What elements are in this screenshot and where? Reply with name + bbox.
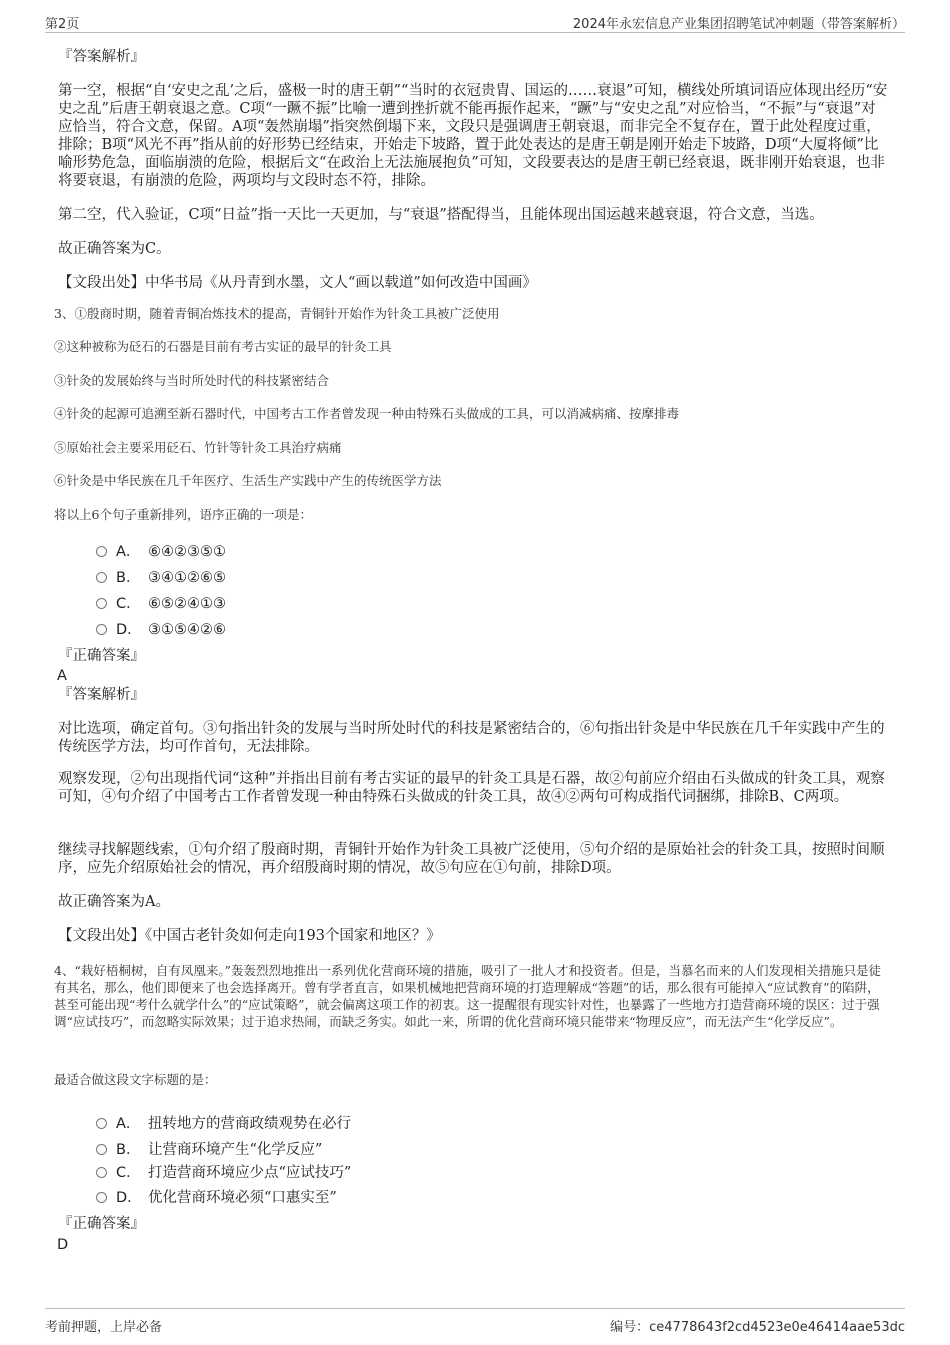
q3-answer: A (57, 668, 67, 684)
q3-option-b[interactable]: B． ③④①②⑥⑤ (96, 566, 226, 587)
page-number: 第2页 (45, 17, 80, 32)
q3-option-c[interactable]: C． ⑥⑤②④①③ (96, 592, 226, 613)
document-title: 2024年永宏信息产业集团招聘笔试冲刺题（带答案解析） (572, 17, 905, 32)
q2-source: 【文段出处】中华书局《从丹青到水墨，文人“画以载道”如何改造中国画》 (58, 275, 537, 291)
q2-conclusion: 故正确答案为C。 (58, 241, 171, 257)
q3-sentence-2: ②这种被称为砭石的石器是目前有考古实证的最早的针灸工具 (54, 339, 392, 354)
radio-icon[interactable] (96, 598, 107, 609)
page-header (45, 10, 905, 33)
radio-icon[interactable] (96, 1192, 107, 1203)
q3-analysis-heading: 『答案解析』 (58, 687, 145, 703)
radio-icon[interactable] (96, 1144, 107, 1155)
q3-analysis-paragraph-1: 对比选项，确定首句。③句指出针灸的发展与当时所处时代的科技是紧密结合的，⑥句指出针灸是中华民族在几千年实践中产生的传统医学方法，均可作首句，无法排除。 (58, 721, 885, 755)
q4-option-c[interactable]: C． 打造营商环境应少点“应试技巧” (96, 1161, 351, 1182)
page-footer (45, 1308, 905, 1335)
q4-option-b[interactable]: B． 让营商环境产生“化学反应” (96, 1138, 322, 1159)
q4-option-a[interactable]: A． 扭转地方的营商政绩观势在必行 (96, 1112, 351, 1133)
q2-analysis-paragraph-2: 第二空，代入验证，C项“日益”指一天比一天更加，与“衰退”搭配得当，且能体现出国运越来越衰退，符合文意，当选。 (58, 207, 824, 223)
q2-analysis-paragraph-1: 第一空，根据“自‘安史之乱’之后，盛极一时的唐王朝”“当时的衣冠贵胄、国运的……衰退”可知，横线处所填词语应体现出经历“安史之乱”后唐王朝衰退之意。C项“一蹶不振”比喻一遭到挫折就不能再振作起来，“蹶”与“安史之乱”对应恰当，“不振”与“衰退”对应恰当，符合文意，保留。A项“轰然崩塌”指突然倒塌下来，文段只是强调唐王朝衰退，而非完全不复存在，置于此处程度过重，排除；B项“风光不再”指从前的好形势已经结束，开始走下坡路，置于此处表达的是唐王朝是刚开始走下坡路，D项“大厦将倾”比喻形势危急，面临崩溃的危险，根据后文“在政治上无法施展抱负”可知，文段要表达的是唐王朝已经衰退，既非刚开始衰退，也非将要衰退，有崩溃的危险，两项均与文段时态不符，排除。 (58, 83, 888, 189)
q4-option-d[interactable]: D． 优化营商环境必须“口惠实至” (96, 1186, 337, 1207)
radio-icon[interactable] (96, 572, 107, 583)
q3-option-d[interactable]: D． ③①⑤④②⑥ (96, 618, 226, 639)
q3-source: 【文段出处】《中国古老针灸如何走向193个国家和地区？》 (58, 928, 441, 944)
q3-sentence-5: ⑤原始社会主要采用砭石、竹针等针灸工具治疗病痛 (54, 440, 342, 455)
radio-icon[interactable] (96, 624, 107, 635)
q3-analysis-paragraph-2: 观察发现，②句出现指代词“这种”并指出目前有考古实证的最早的针灸工具是石器，故②句前应介绍由石头做成的针灸工具，观察可知，④句介绍了中国考古工作者曾发现一种由特殊石头做成的针灸工具，故④②两句可构成指代词捆绑，排除B、C两项。 (58, 771, 885, 805)
q4-stem: 4、“栽好梧桐树，自有凤凰来。”轰轰烈烈地推出一系列优化营商环境的措施，吸引了一批人才和投资者。但是，当慕名而来的人们发现相关措施只是徒有其名，那么，他们即便来了也会选择离开。曾有学者直言，如果机械地把营商环境的打造理解成“答题”的话，那么很有可能掉入“应试教育”的陷阱，甚至可能出现“考什么就学什么”的“应试策略”，就会偏离这项工作的初衷。这一提醒很有现实针对性，也暴露了一些地方打造营商环境的误区：过于强调“应试技巧”，而忽略实际效果；过于追求热闹，而缺乏务实。如此一来，所谓的优化营商环境只能带来“物理反应”，而无法产生“化学反应”。 (54, 963, 881, 1029)
q3-sentence-6: ⑥针灸是中华民族在几千年医疗、生活生产实践中产生的传统医学方法 (54, 473, 442, 488)
q3-sentence-3: ③针灸的发展始终与当时所处时代的科技紧密结合 (54, 373, 330, 388)
footer-slogan: 考前押题，上岸必备 (45, 1320, 163, 1335)
q3-stem: 3、①殷商时期，随着青铜冶炼技术的提高，青铜针开始作为针灸工具被广泛使用 (54, 306, 500, 321)
q3-sentence-4: ④针灸的起源可追溯至新石器时代，中国考古工作者曾发现一种由特殊石头做成的工具，可以消减病痛、按摩排毒 (54, 406, 680, 421)
q3-option-a[interactable]: A． ⑥④②③⑤① (96, 540, 226, 561)
q3-analysis-paragraph-3: 继续寻找解题线索，①句介绍了殷商时期，青铜针开始作为针灸工具被广泛使用，⑤句介绍的是原始社会的针灸工具，按照时间顺序，应先介绍原始社会的情况，再介绍殷商时期的情况，故⑤句应在①句前，排除D项。 (58, 842, 885, 876)
radio-icon[interactable] (96, 1167, 107, 1178)
q3-answer-heading: 『正确答案』 (58, 648, 145, 664)
q3-conclusion: 故正确答案为A。 (58, 894, 170, 910)
q4-prompt: 最适合做这段文字标题的是： (54, 1072, 217, 1087)
document-code: 编号：ce4778643f2cd4523e0e46414aae53dc (610, 1320, 905, 1335)
q3-prompt: 将以上6个句子重新排列，语序正确的一项是： (54, 507, 312, 522)
radio-icon[interactable] (96, 546, 107, 557)
q2-analysis-heading: 『答案解析』 (58, 49, 145, 65)
q4-answer: D (57, 1237, 69, 1253)
radio-icon[interactable] (96, 1118, 107, 1129)
q4-answer-heading: 『正确答案』 (58, 1216, 145, 1232)
